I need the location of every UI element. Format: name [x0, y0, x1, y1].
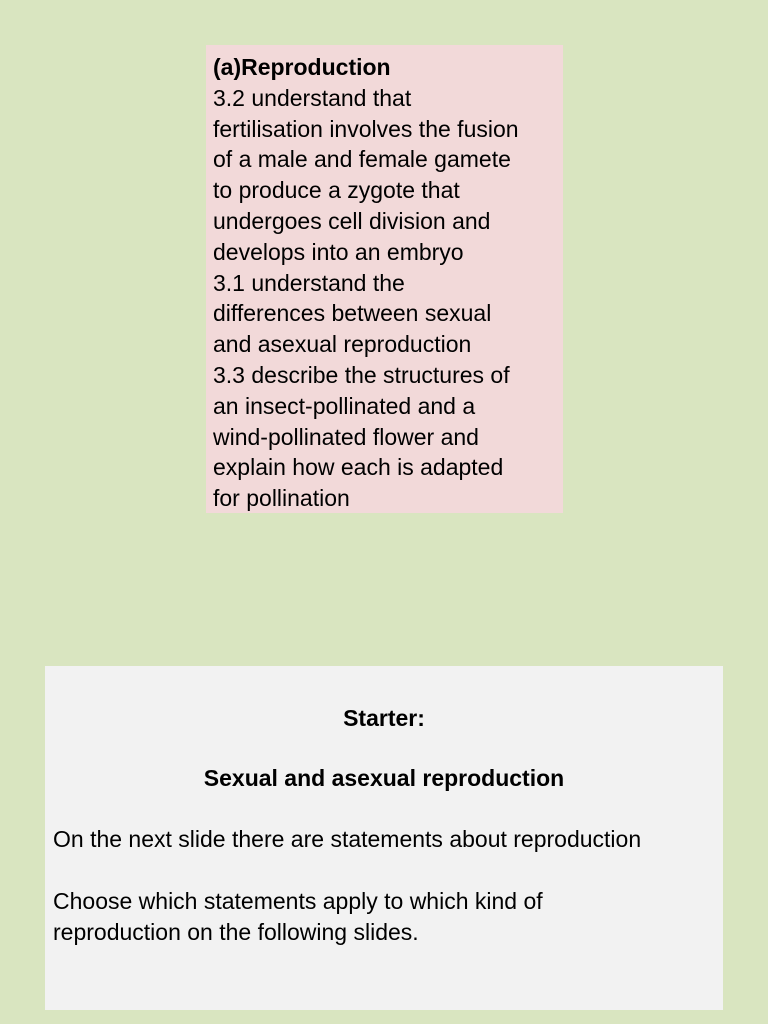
spec-line: differences between sexual — [213, 300, 492, 327]
starter-paragraph-1: On the next slide there are statements about reproduction — [53, 826, 642, 852]
spec-line: fertilisation involves the fusion — [213, 115, 519, 142]
starter-paragraph-2-line: Choose which statements apply to which kind of — [53, 888, 543, 914]
spec-line: 3.1 understand the — [213, 269, 405, 296]
spec-line: to produce a zygote that — [213, 177, 460, 204]
starter-paragraph-2-line: reproduction on the following slides. — [53, 918, 419, 945]
starter-paragraph-2 — [53, 886, 543, 947]
spec-line: for pollination — [213, 485, 350, 512]
spec-line: 3.2 understand that — [213, 84, 412, 111]
spec-line: 3.3 describe the structures of — [213, 361, 510, 388]
spec-heading: (a)Reproduction — [213, 54, 391, 80]
starter-title: Starter: — [343, 705, 425, 731]
spec-line: undergoes cell division and — [213, 207, 491, 234]
specification-box — [206, 45, 563, 513]
spec-line: develops into an embryo — [213, 238, 464, 265]
spec-line: explain how each is adapted — [213, 454, 504, 481]
spec-line: and asexual reproduction — [213, 331, 472, 358]
starter-box — [45, 666, 723, 1010]
spec-line: an insect-pollinated and a — [213, 392, 476, 419]
starter-subtitle: Sexual and asexual reproduction — [203, 765, 565, 791]
spec-line: wind-pollinated flower and — [213, 423, 479, 450]
spec-line: of a male and female gamete — [213, 146, 511, 173]
